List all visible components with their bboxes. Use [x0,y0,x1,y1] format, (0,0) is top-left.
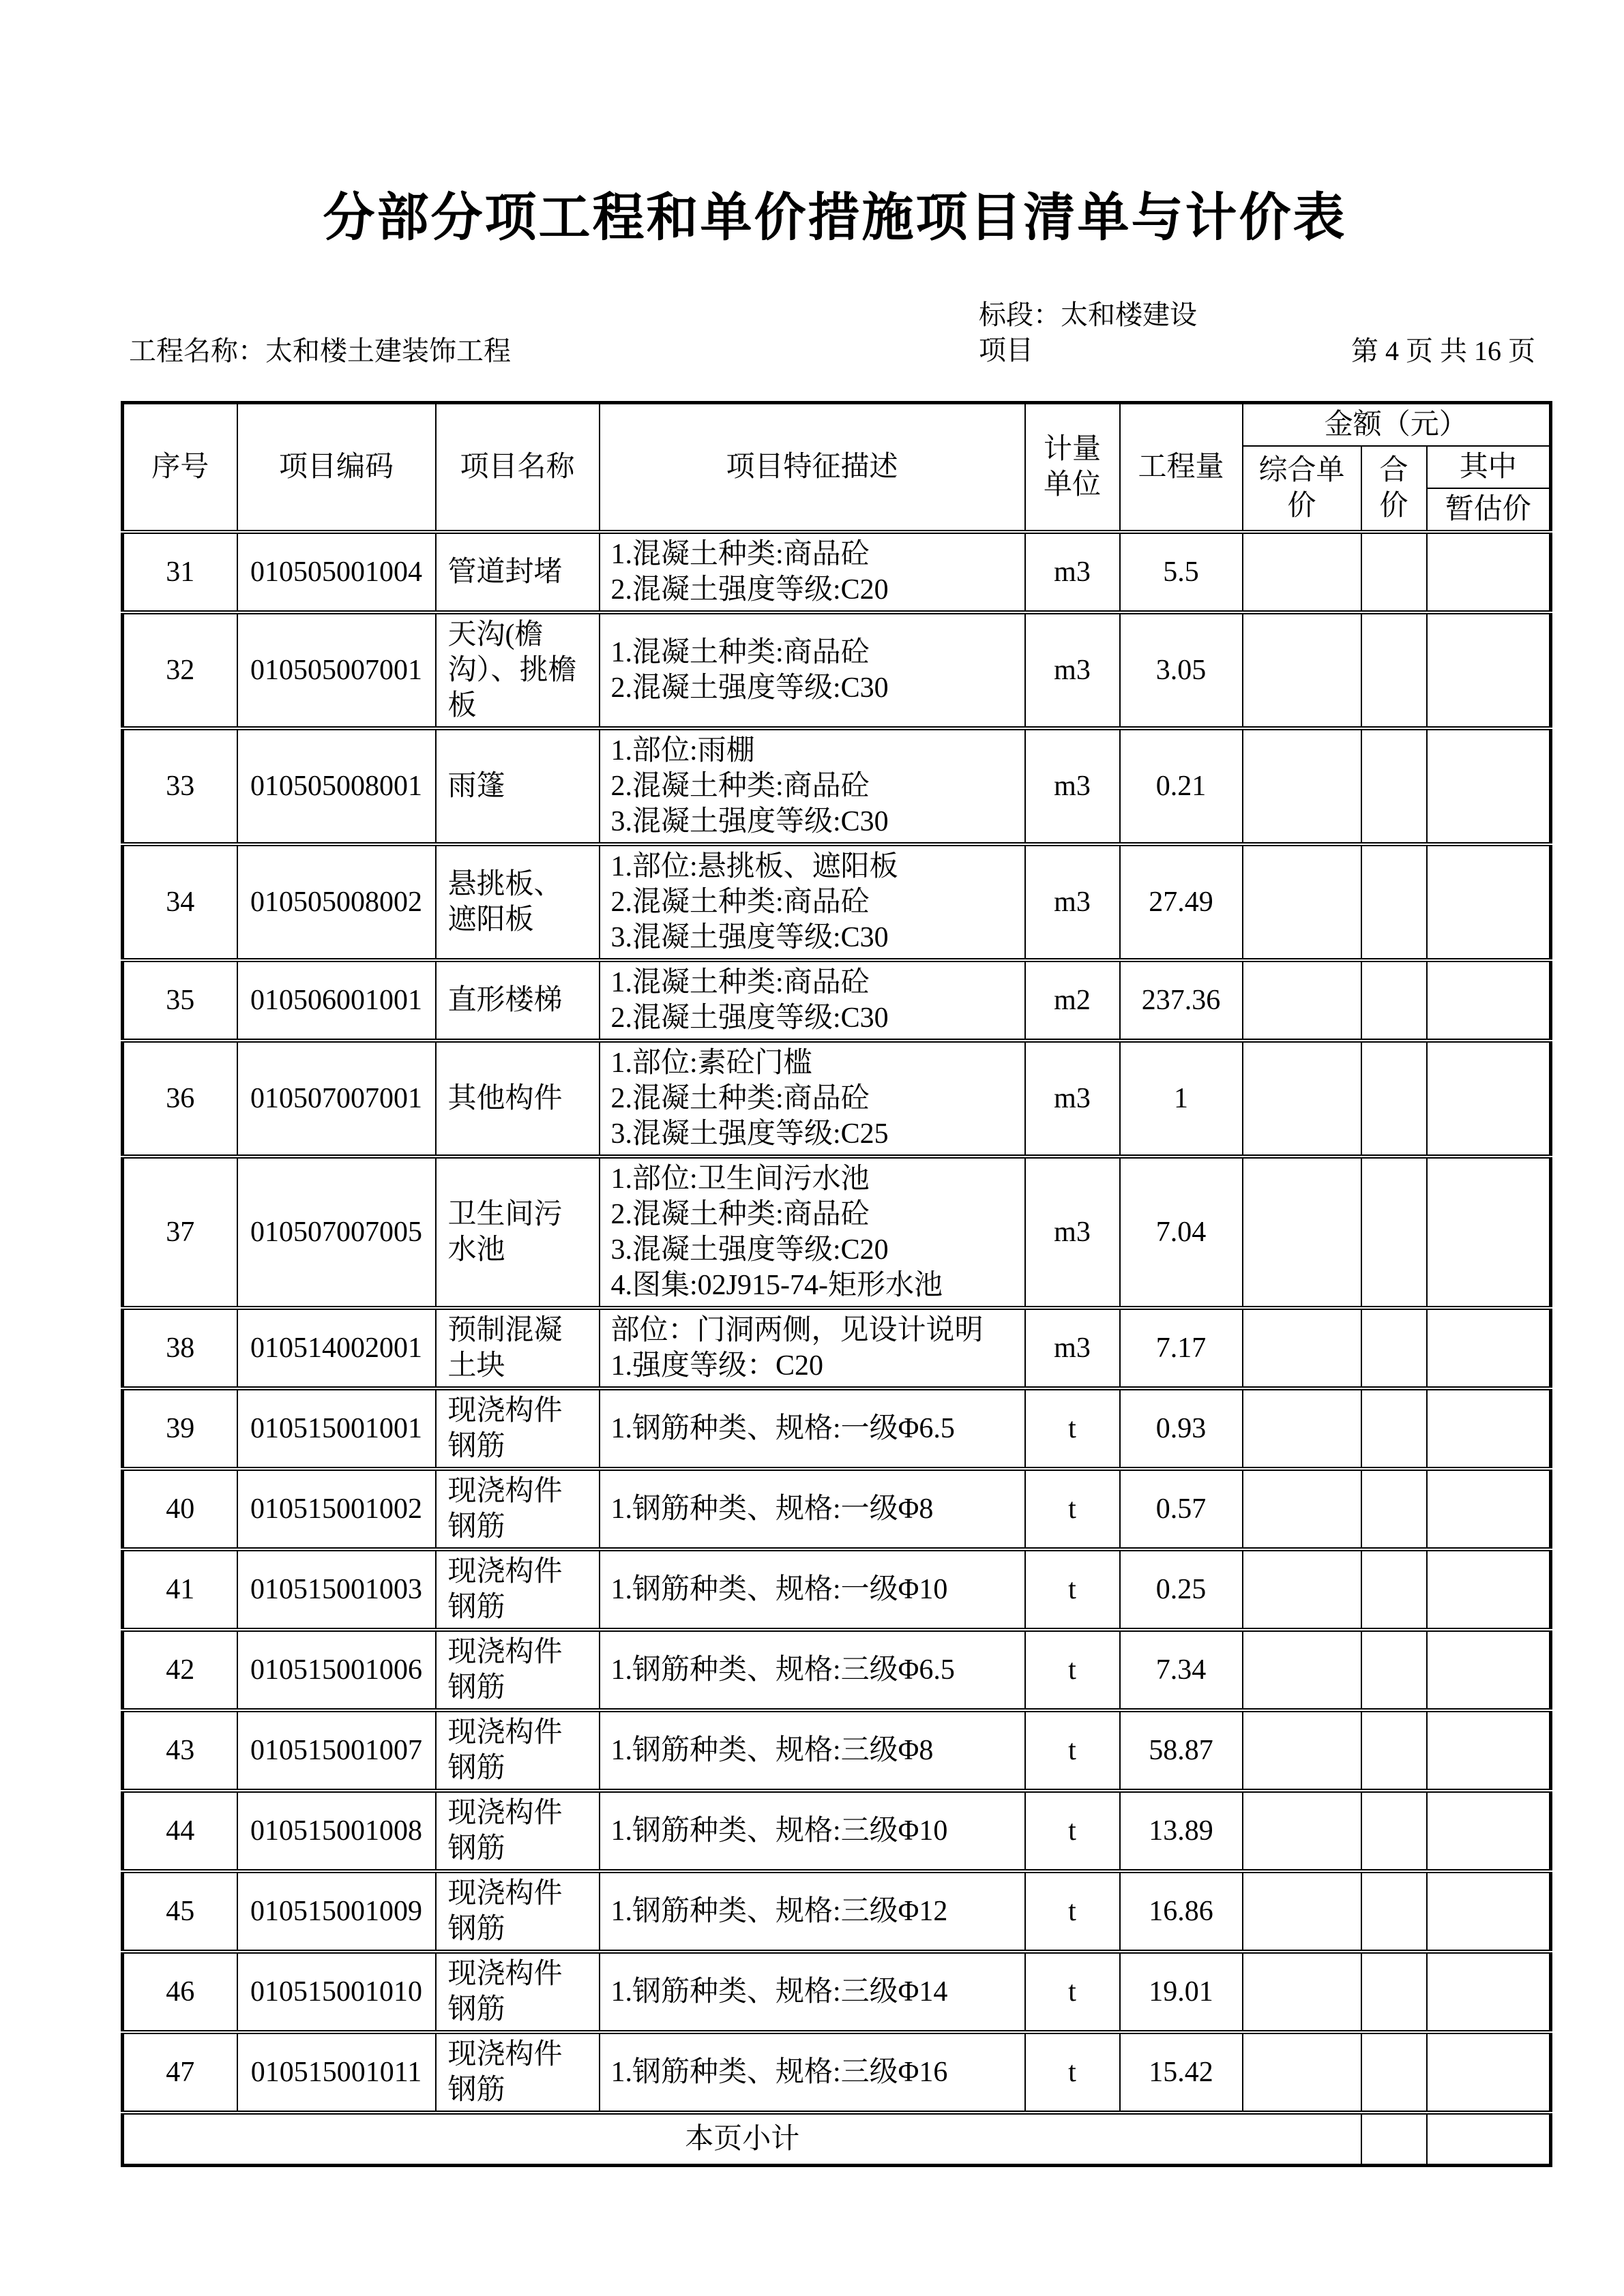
feature-line: 部位：门洞两侧，见设计说明 [610,1314,984,1346]
code-cell: 010515001001 [237,1388,436,1469]
seq-cell: 45 [123,1871,237,1952]
seq-cell: 37 [123,1157,237,1308]
total-price-cell [1361,1952,1427,2032]
provisional-cell [1427,960,1551,1041]
quantity-cell: 0.57 [1120,1469,1243,1549]
unit-price-cell [1243,1308,1361,1388]
name-cell: 管道封堵 [436,532,600,612]
header-row-1 [123,402,1551,446]
name-cell: 现浇构件钢筋 [436,1952,600,2032]
unit-price-cell [1243,1549,1361,1630]
code-cell: 010515001009 [237,1871,436,1952]
provisional-cell [1427,1871,1551,1952]
bid-section [979,297,1197,368]
seq-cell: 32 [123,612,237,728]
total-price-cell [1361,1791,1427,1871]
unit-cell: t [1025,1388,1120,1469]
table-row [123,844,1551,960]
quantity-cell: 0.25 [1120,1549,1243,1630]
provisional-cell [1427,1388,1551,1469]
feature-line: 2.混凝土种类:商品砼 [610,886,870,918]
feature-cell [600,1469,1025,1549]
name-cell: 预制混凝土块 [436,1308,600,1388]
unit-cell: m3 [1025,844,1120,960]
code-cell: 010515001011 [237,2032,436,2113]
name-cell: 天沟(檐沟）、挑檐板 [436,612,600,728]
seq-cell: 36 [123,1041,237,1157]
unit-price-cell [1243,1041,1361,1157]
name-cell: 雨篷 [436,728,600,844]
total-price-cell [1361,1710,1427,1791]
table-row [123,960,1551,1041]
total-price-cell [1361,532,1427,612]
table-row [123,1388,1551,1469]
total-price-cell [1361,1549,1427,1630]
page-number-info: 第 4 页 共 16 页 [1351,335,1535,366]
seq-cell: 40 [123,1469,237,1549]
quantity-cell: 7.04 [1120,1157,1243,1308]
total-price-cell [1361,1157,1427,1308]
total-price-cell [1361,1871,1427,1952]
header-name: 项目名称 [436,402,600,532]
quantity-cell: 3.05 [1120,612,1243,728]
quantity-cell: 27.49 [1120,844,1243,960]
name-cell: 其他构件 [436,1041,600,1157]
feature-line: 1.部位:素砼门槛 [610,1047,812,1079]
meta-row [121,247,1549,371]
header-among: 其中 [1427,446,1551,488]
feature-line: 1.钢筋种类、规格:一级Φ6.5 [610,1412,955,1444]
feature-line: 2.混凝土强度等级:C30 [610,672,889,704]
feature-line: 1.混凝土种类:商品砼 [610,538,870,570]
unit-cell: m2 [1025,960,1120,1041]
subtotal-row [123,2113,1551,2166]
seq-cell: 35 [123,960,237,1041]
unit-price-cell [1243,1791,1361,1871]
provisional-cell [1427,1952,1551,2032]
table-row [123,1469,1551,1549]
code-cell: 010515001002 [237,1469,436,1549]
table-row [123,1308,1551,1388]
table-row [123,1549,1551,1630]
code-cell: 010505007001 [237,612,436,728]
provisional-cell [1427,532,1551,612]
feature-line: 1.钢筋种类、规格:一级Φ10 [610,1573,948,1605]
provisional-cell [1427,844,1551,960]
bid-section-line1: 标段：太和楼建设 [979,299,1197,330]
unit-price-cell [1243,1710,1361,1791]
total-price-cell [1361,1041,1427,1157]
project-name-label: 工程名称：太和楼土建装饰工程 [129,335,511,366]
subtotal-total-price-cell [1361,2113,1427,2166]
code-cell: 010515001003 [237,1549,436,1630]
seq-cell: 42 [123,1630,237,1710]
quantity-cell: 1 [1120,1041,1243,1157]
quantity-cell: 19.01 [1120,1952,1243,2032]
unit-price-cell [1243,1630,1361,1710]
seq-cell: 34 [123,844,237,960]
unit-cell: t [1025,1952,1120,2032]
unit-cell: t [1025,1710,1120,1791]
code-cell: 010515001006 [237,1630,436,1710]
total-price-cell [1361,612,1427,728]
feature-line: 1.部位:卫生间污水池 [610,1163,870,1195]
seq-cell: 43 [123,1710,237,1791]
feature-cell [600,844,1025,960]
seq-cell: 46 [123,1952,237,2032]
feature-line: 1.强度等级：C20 [610,1350,824,1382]
table-footer [123,2113,1551,2166]
feature-line: 1.部位:悬挑板、遮阳板 [610,850,898,882]
provisional-cell [1427,1308,1551,1388]
quantity-cell: 13.89 [1120,1791,1243,1871]
provisional-cell [1427,1710,1551,1791]
unit-cell: t [1025,1791,1120,1871]
subtotal-label-cell: 本页小计 [123,2113,1361,2166]
header-unit: 计量单位 [1025,402,1120,532]
code-cell: 010507007001 [237,1041,436,1157]
unit-cell: t [1025,1469,1120,1549]
page-title: 分部分项工程和单价措施项目清单与计价表 [323,189,1347,247]
name-cell: 现浇构件钢筋 [436,2032,600,2113]
feature-line: 1.钢筋种类、规格:三级Φ8 [610,1734,934,1766]
seq-cell: 44 [123,1791,237,1871]
provisional-cell [1427,1630,1551,1710]
feature-line: 4.图集:02J915-74-矩形水池 [610,1269,943,1301]
boq-table [121,401,1552,2167]
code-cell: 010515001010 [237,1952,436,2032]
quantity-cell: 15.42 [1120,2032,1243,2113]
code-cell: 010505001004 [237,532,436,612]
feature-cell [600,1388,1025,1469]
code-cell: 010505008002 [237,844,436,960]
unit-cell: t [1025,2032,1120,2113]
unit-cell: t [1025,1630,1120,1710]
total-price-cell [1361,728,1427,844]
bid-section-line2: 项目 [979,334,1033,366]
feature-line: 3.混凝土强度等级:C25 [610,1118,889,1150]
feature-cell [600,532,1025,612]
header-unit-price: 综合单价 [1243,446,1361,532]
feature-line: 2.混凝土种类:商品砼 [610,770,870,802]
unit-price-cell [1243,1388,1361,1469]
name-cell: 现浇构件钢筋 [436,1549,600,1630]
table-row [123,1041,1551,1157]
feature-line: 1.混凝土种类:商品砼 [610,636,870,668]
feature-line: 1.钢筋种类、规格:三级Φ12 [610,1895,948,1927]
table-row [123,1871,1551,1952]
unit-price-cell [1243,1952,1361,2032]
provisional-cell [1427,1469,1551,1549]
seq-cell: 31 [123,532,237,612]
feature-line: 2.混凝土强度等级:C30 [610,1002,889,1034]
total-price-cell [1361,1469,1427,1549]
feature-cell [600,960,1025,1041]
name-cell: 现浇构件钢筋 [436,1469,600,1549]
provisional-cell [1427,728,1551,844]
unit-cell: m3 [1025,532,1120,612]
feature-cell [600,1549,1025,1630]
header-code: 项目编码 [237,402,436,532]
code-cell: 010514002001 [237,1308,436,1388]
feature-cell [600,612,1025,728]
unit-cell: m3 [1025,1308,1120,1388]
quantity-cell: 7.17 [1120,1308,1243,1388]
table-row [123,612,1551,728]
feature-line: 2.混凝土种类:商品砼 [610,1082,870,1114]
provisional-cell [1427,1791,1551,1871]
quantity-cell: 237.36 [1120,960,1243,1041]
quantity-cell: 7.34 [1120,1630,1243,1710]
seq-cell: 38 [123,1308,237,1388]
unit-cell: m3 [1025,1041,1120,1157]
code-cell: 010505008001 [237,728,436,844]
feature-cell [600,1308,1025,1388]
code-cell: 010515001008 [237,1791,436,1871]
feature-line: 1.钢筋种类、规格:三级Φ14 [610,1976,948,2008]
feature-line: 1.钢筋种类、规格:一级Φ8 [610,1493,934,1525]
header-quantity: 工程量 [1120,402,1243,532]
table-header [123,402,1551,532]
feature-cell [600,1041,1025,1157]
table-row [123,532,1551,612]
total-price-cell [1361,1308,1427,1388]
provisional-cell [1427,612,1551,728]
feature-line: 3.混凝土强度等级:C30 [610,805,889,837]
seq-cell: 39 [123,1388,237,1469]
feature-cell [600,1710,1025,1791]
table-row [123,2032,1551,2113]
provisional-cell [1427,2032,1551,2113]
subtotal-provisional-cell [1427,2113,1551,2166]
name-cell: 现浇构件钢筋 [436,1630,600,1710]
name-cell: 卫生间污水池 [436,1157,600,1308]
seq-cell: 41 [123,1549,237,1630]
total-price-cell [1361,1630,1427,1710]
feature-cell [600,1630,1025,1710]
header-provisional: 暂估价 [1427,488,1551,532]
code-cell: 010506001001 [237,960,436,1041]
unit-cell: m3 [1025,728,1120,844]
feature-line: 1.部位:雨棚 [610,734,755,766]
seq-cell: 33 [123,728,237,844]
total-price-cell [1361,1388,1427,1469]
table-row [123,1952,1551,2032]
name-cell: 现浇构件钢筋 [436,1871,600,1952]
name-cell: 现浇构件钢筋 [436,1388,600,1469]
quantity-cell: 16.86 [1120,1871,1243,1952]
name-cell: 现浇构件钢筋 [436,1791,600,1871]
unit-cell: m3 [1025,1157,1120,1308]
feature-cell [600,728,1025,844]
feature-line: 2.混凝土种类:商品砼 [610,1198,870,1230]
table-row [123,1630,1551,1710]
feature-cell [600,1791,1025,1871]
provisional-cell [1427,1157,1551,1308]
unit-cell: t [1025,1549,1120,1630]
code-cell: 010507007005 [237,1157,436,1308]
feature-line: 1.钢筋种类、规格:三级Φ6.5 [610,1654,955,1686]
total-price-cell [1361,844,1427,960]
unit-price-cell [1243,612,1361,728]
provisional-cell [1427,1549,1551,1630]
table-body [123,532,1551,2113]
feature-line: 3.混凝土强度等级:C20 [610,1234,889,1266]
feature-line: 3.混凝土强度等级:C30 [610,921,889,953]
quantity-cell: 5.5 [1120,532,1243,612]
feature-cell [600,2032,1025,2113]
unit-price-cell [1243,844,1361,960]
table-row [123,728,1551,844]
feature-line: 1.钢筋种类、规格:三级Φ10 [610,1815,948,1847]
name-cell: 悬挑板、遮阳板 [436,844,600,960]
unit-price-cell [1243,728,1361,844]
header-total-price: 合价 [1361,446,1427,532]
unit-cell: t [1025,1871,1120,1952]
header-amount-group: 金额（元） [1243,402,1551,446]
feature-cell [600,1952,1025,2032]
seq-cell: 47 [123,2032,237,2113]
feature-line: 1.钢筋种类、规格:三级Φ16 [610,2056,948,2088]
provisional-cell [1427,1041,1551,1157]
name-cell: 直形楼梯 [436,960,600,1041]
header-feature: 项目特征描述 [600,402,1025,532]
header-seq: 序号 [123,402,237,532]
unit-price-cell [1243,1157,1361,1308]
feature-cell [600,1157,1025,1308]
unit-price-cell [1243,532,1361,612]
table-row [123,1710,1551,1791]
unit-price-cell [1243,1469,1361,1549]
quantity-cell: 0.93 [1120,1388,1243,1469]
unit-price-cell [1243,2032,1361,2113]
quantity-cell: 58.87 [1120,1710,1243,1791]
quantity-cell: 0.21 [1120,728,1243,844]
table-row [123,1791,1551,1871]
unit-price-cell [1243,1871,1361,1952]
feature-line: 1.混凝土种类:商品砼 [610,966,870,998]
total-price-cell [1361,2032,1427,2113]
feature-line: 2.混凝土强度等级:C20 [610,573,889,606]
name-cell: 现浇构件钢筋 [436,1710,600,1791]
unit-price-cell [1243,960,1361,1041]
total-price-cell [1361,960,1427,1041]
table-row [123,1157,1551,1308]
code-cell: 010515001007 [237,1710,436,1791]
unit-cell: m3 [1025,612,1120,728]
feature-cell [600,1871,1025,1952]
